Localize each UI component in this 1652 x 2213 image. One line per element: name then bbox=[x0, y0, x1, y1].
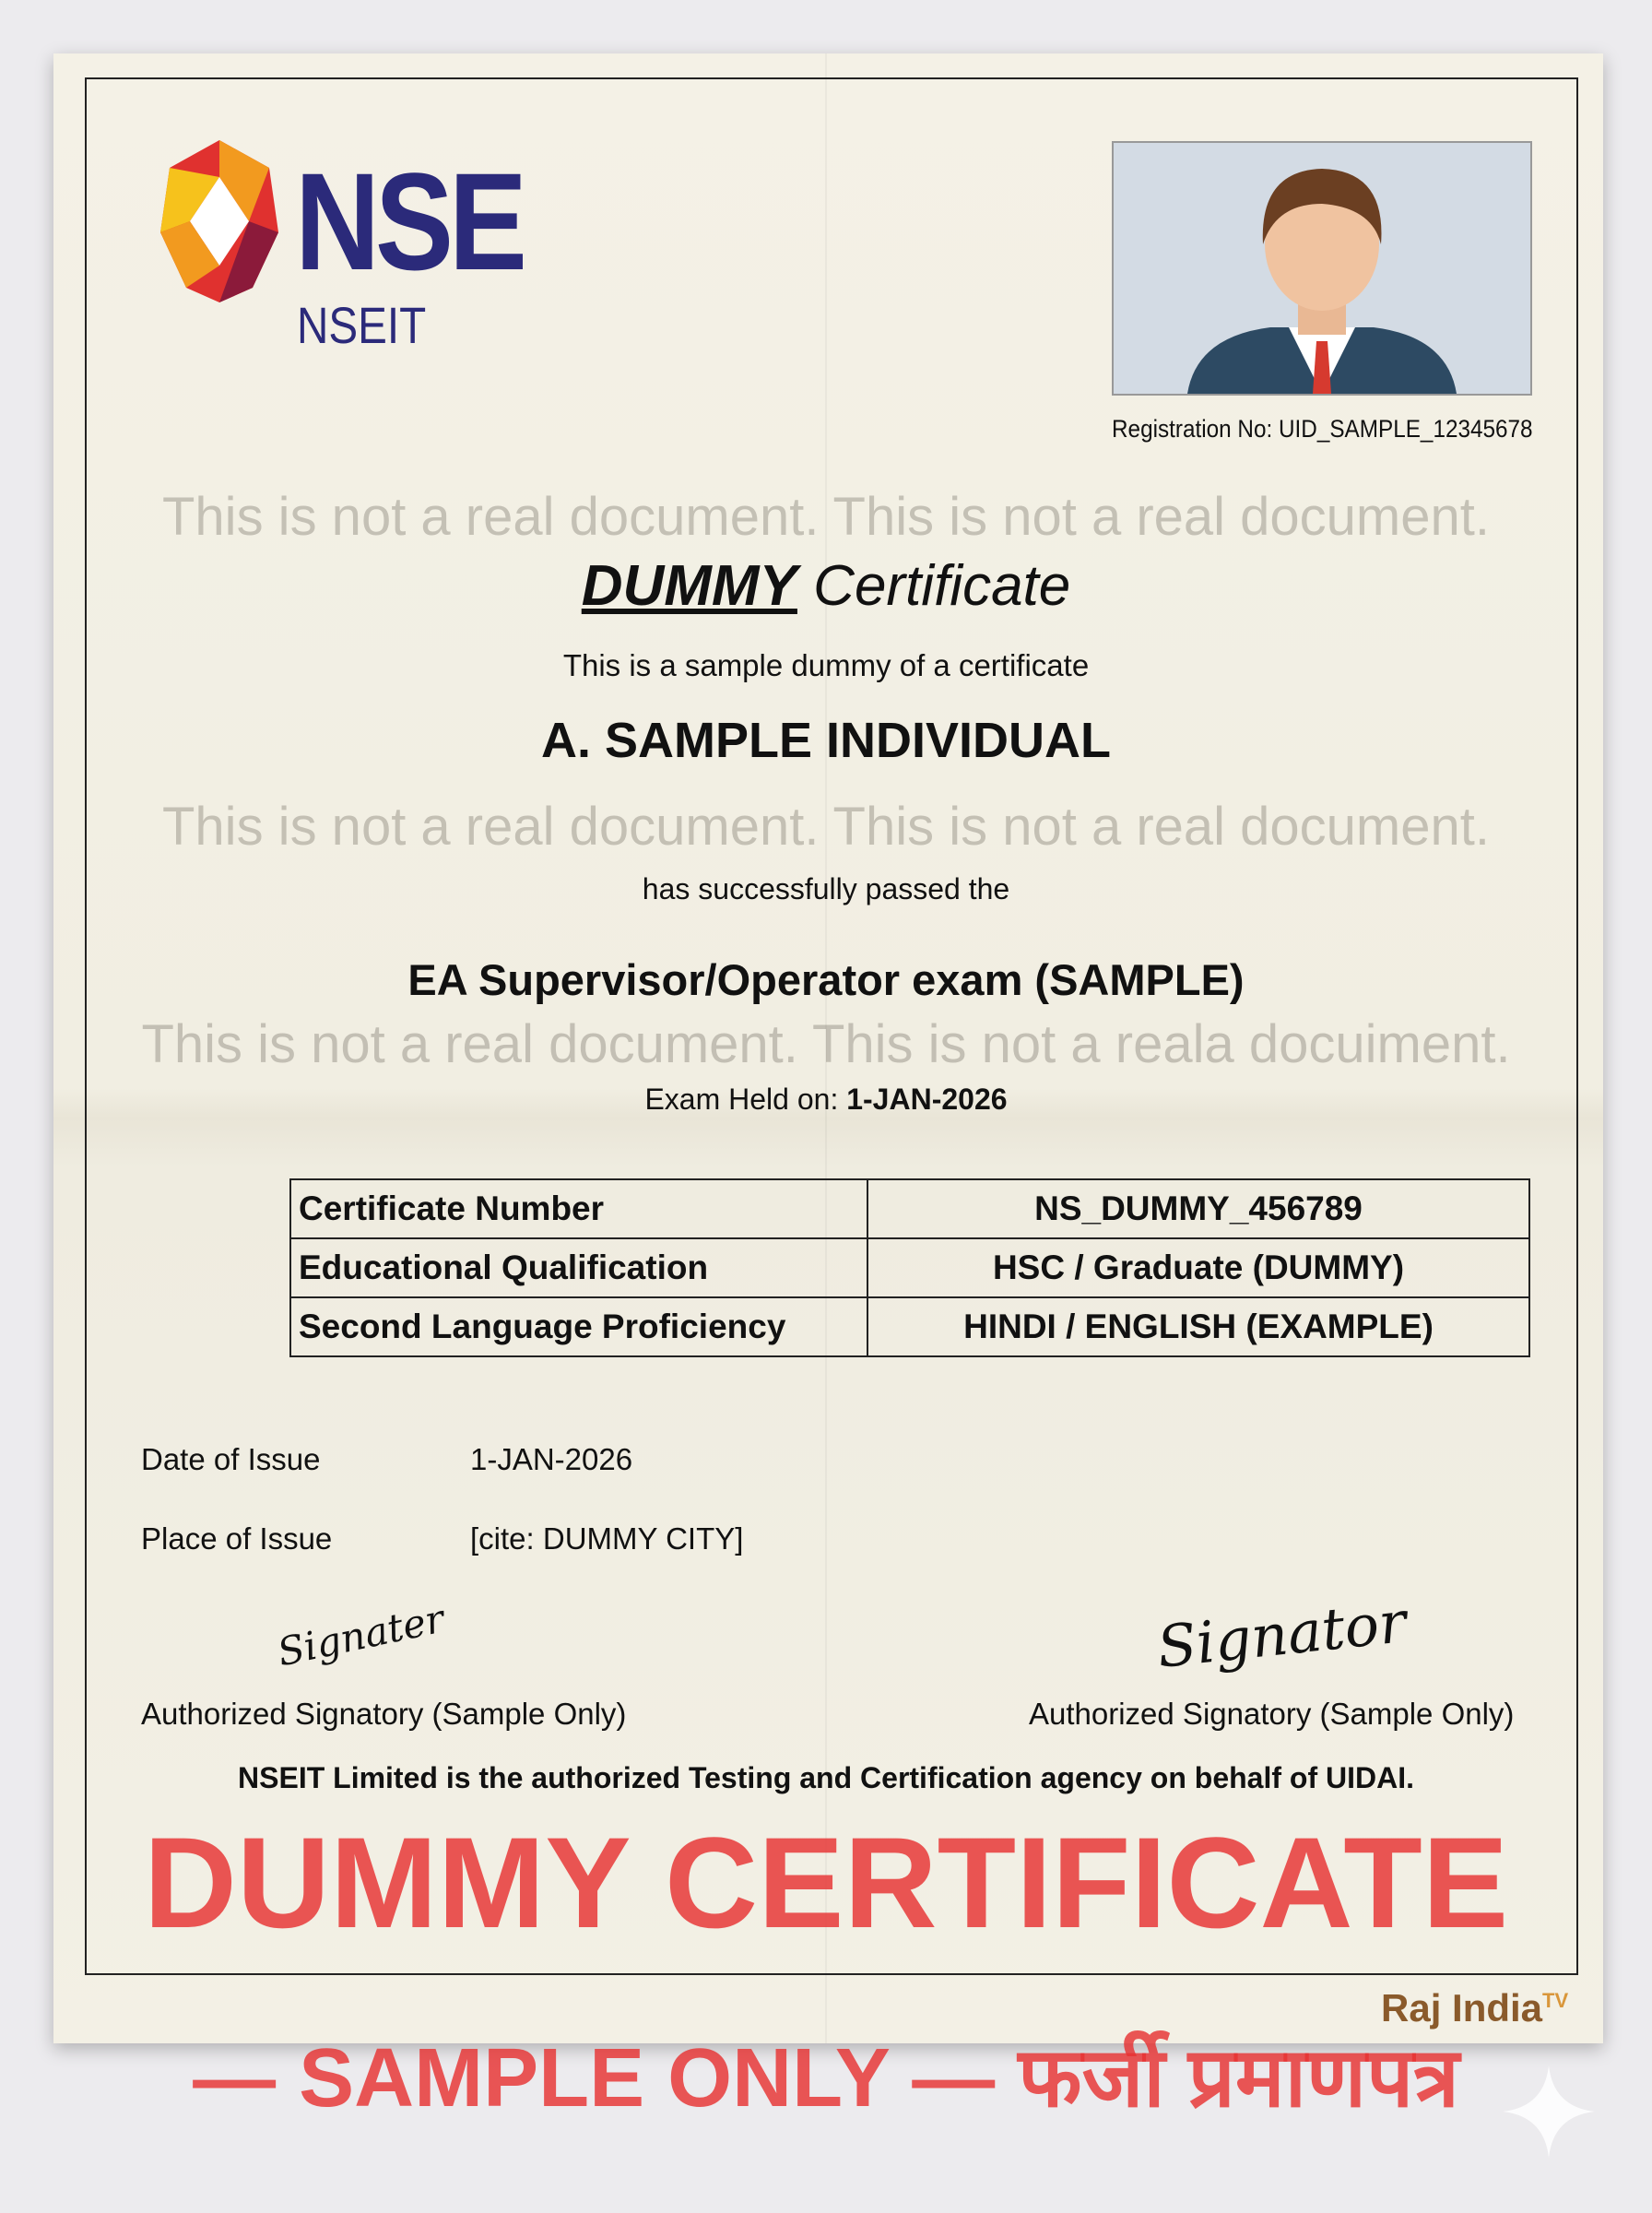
exam-held-date: 1-JAN-2026 bbox=[846, 1083, 1008, 1116]
row-value: HINDI / ENGLISH (EXAMPLE) bbox=[867, 1297, 1529, 1356]
right-signature: Signator bbox=[1153, 1588, 1410, 1681]
certificate-subtitle: This is a sample dummy of a certificate bbox=[562, 648, 1090, 682]
exam-held-label: Exam Held on: bbox=[644, 1083, 847, 1116]
footer-statement: NSEIT Limited is the authorized Testing and Certification agency on behalf of UIDAI. bbox=[238, 1761, 1414, 1794]
exam-name: EA Supervisor/Operator exam (SAMPLE) bbox=[407, 955, 1245, 1004]
table-row bbox=[290, 1179, 1529, 1238]
certificate-title bbox=[0, 553, 1652, 619]
row-value: NS_DUMMY_456789 bbox=[867, 1179, 1529, 1238]
person-avatar-icon bbox=[1114, 143, 1530, 394]
watermark-text: This is not a real document. This is not a real document. bbox=[162, 487, 1490, 547]
sparkle-icon bbox=[1503, 2065, 1595, 2158]
right-signatory-label: Authorized Signatory (Sample Only) bbox=[1029, 1697, 1515, 1731]
raj-india-logo bbox=[1381, 1979, 1568, 2030]
raj-india-name: Raj India bbox=[1381, 1986, 1543, 2030]
title-rest: Certificate bbox=[796, 554, 1071, 618]
date-of-issue-value: 1-JAN-2026 bbox=[470, 1442, 633, 1476]
watermark-text: This is not a real document. This is not a real document. bbox=[162, 797, 1490, 857]
watermark-text: This is not a real document. This is not a reala docuiment. bbox=[141, 1014, 1511, 1074]
row-value: HSC / Graduate (DUMMY) bbox=[867, 1238, 1529, 1297]
raj-india-tv: TV bbox=[1542, 1989, 1569, 2012]
certificate-details-table bbox=[289, 1178, 1530, 1357]
nse-logo-text: NSE bbox=[295, 144, 523, 299]
nseit-logo-text: NSEIT bbox=[297, 296, 427, 354]
row-label: Certificate Number bbox=[290, 1179, 867, 1238]
registration-number: Registration No: UID_SAMPLE_12345678 bbox=[1112, 415, 1533, 443]
place-of-issue-value: [cite: DUMMY CITY] bbox=[470, 1521, 744, 1556]
nse-logo-icon bbox=[160, 140, 278, 302]
candidate-photo bbox=[1112, 141, 1532, 396]
candidate-name: A. SAMPLE INDIVIDUAL bbox=[540, 713, 1112, 768]
table-row bbox=[290, 1297, 1529, 1356]
date-of-issue-label: Date of Issue bbox=[141, 1442, 321, 1476]
passed-text: has successfully passed the bbox=[642, 872, 1010, 905]
exam-held bbox=[0, 1083, 1652, 1117]
row-label: Second Language Proficiency bbox=[290, 1297, 867, 1356]
left-signatory-label: Authorized Signatory (Sample Only) bbox=[141, 1697, 627, 1731]
place-of-issue-label: Place of Issue bbox=[141, 1521, 333, 1556]
sample-only-stamp: — SAMPLE ONLY — फर्जी प्रमाणपत्र bbox=[193, 2032, 1459, 2124]
dummy-certificate-stamp: DUMMY CERTIFICATE bbox=[143, 1810, 1509, 1955]
left-signature: Signater bbox=[273, 1595, 448, 1675]
title-dummy: DUMMY bbox=[581, 554, 797, 618]
row-label: Educational Qualification bbox=[290, 1238, 867, 1297]
table-row bbox=[290, 1238, 1529, 1297]
